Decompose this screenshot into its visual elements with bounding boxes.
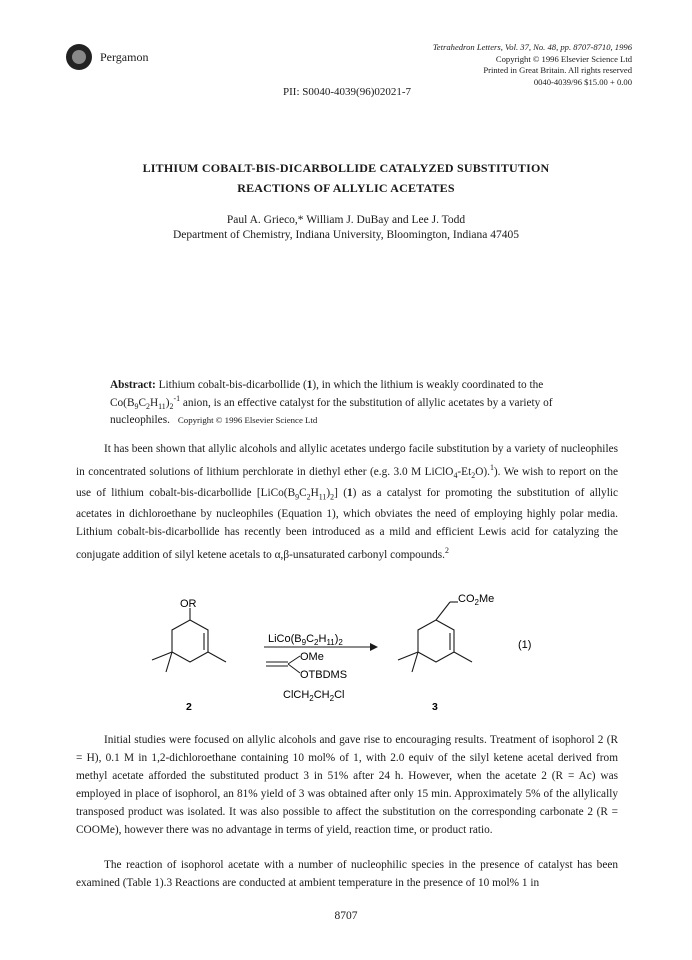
paper-title xyxy=(60,158,632,198)
para3-text: The reaction of isophorol acetate with a number of nucleophilic species in the presence of catalyst has been examined (Table 1).3 Reactions are conducted at ambient temperature in the presence of 10 mol% 1 in xyxy=(76,859,618,889)
equation-number: (1) xyxy=(518,639,532,651)
publisher-name: Pergamon xyxy=(100,50,149,64)
paragraph-reaction-scope xyxy=(76,857,618,893)
compound-number-2: 2 xyxy=(186,701,192,713)
or-label: OR xyxy=(180,598,197,610)
abstract-copyright: Copyright © 1996 Elsevier Science Ltd xyxy=(177,414,318,425)
reaction-arrow-head xyxy=(370,643,378,651)
affiliation: Department of Chemistry, Indiana University, Bloomington, Indiana 47405 xyxy=(173,229,519,241)
reagent-catalyst: $LiCo(B_9C_2H_{11})_2$ xyxy=(268,633,343,647)
para1-part-b: ). We wish to report on the use of lithium cobalt-bis-dicarbollide [LiCo(B xyxy=(76,465,618,499)
pergamon-logo-icon xyxy=(66,44,92,70)
compound-3-structure xyxy=(398,602,472,672)
paragraph-initial-studies xyxy=(76,732,618,839)
copyright-line: Copyright © 1996 Elsevier Science Ltd xyxy=(495,53,632,64)
compound-2-structure xyxy=(152,608,226,672)
reagent-solvent: $ClCH_2CH_2Cl$ xyxy=(283,689,345,703)
para2-text: Initial studies were focused on allylic alcohols and gave rise to encouraging results. Treatment of isophorol 2 (R = H), 0.1 M in 1,2-dichloroethane containing 10 mol% of 1, with 2.0 equiv of the silyl ketene acetal derived from methyl acetate afforded the substituted product 3 in 51% after 24 h. However, when the acetate 2 (R = Ac) was employed in place of isophorol, an 81% yield of 3 was obtained after only 15 min. Approximately 5% of the allylically transposed product was isolated. It was also possible to affect the substitution on the corresponding carbonate 2 (R = COOMe), however there was no advantage in terms of yield, reaction time, or product ratio. xyxy=(76,734,618,836)
page-number: 8707 xyxy=(334,910,358,922)
authors: Paul A. Grieco,* William J. DuBay and Lee J. Todd xyxy=(226,214,466,226)
author-block xyxy=(60,213,632,243)
abstract-text-b: ), in which the lithium is weakly coordinated to the Co(B xyxy=(110,379,544,410)
reagent-ome: OMe xyxy=(300,651,324,663)
pii-line: PII: S0040-4039(96)02021-7 xyxy=(283,86,412,98)
printed-line: Printed in Great Britain. All rights reserved xyxy=(483,65,632,75)
equation-1-scheme xyxy=(140,580,560,720)
reagent-otbdms: OTBDMS xyxy=(300,669,348,681)
co2me-label: $CO_2Me$ xyxy=(458,593,495,607)
para1-part-a: It has been shown that allylic alcohols and allylic acetates undergo facile substitution by a variety of nucleophiles in concentrated solutions of lithium perchlorate in diethyl ether (e.g. 3.0 M LiClO xyxy=(76,443,618,478)
journal-header xyxy=(332,42,632,88)
paragraph-intro: It has been shown that allylic alcohols and allylic acetates undergo facile substitution by a variety of nucleophiles in concentrated solutions of lithium perchlorate in diethyl ether (e.g. 3.0 M $LiClO_4-Et_2O).^1$). We wish to report on the use of lithium cobalt-bis-dicarbollide $[LiCo(B_9C_2H_{11})_2]$ (1) as a catalyst for promoting the substitution of allylic acetates in dichloroethane by nucleophiles (Equation 1), which obviates the need of employing highly polar media. Lithium cobalt-bis-dicarbollide has recently been introduced as a mild and efficient Lewis acid for catalyzing the conjugate addition of silyl ketene acetals to α,β-unsaturated carbonyl compounds.$^2$ xyxy=(76,443,618,561)
journal-citation: Tetrahedron Letters, Vol. 37, No. 48, pp. 8707-8710, 1996 xyxy=(432,42,632,52)
issn-line: 0040-4039/96 $15.00 + 0.00 xyxy=(533,76,632,87)
abstract-text-a: Lithium cobalt-bis-dicarbollide ( xyxy=(158,379,307,391)
abstract-label: Abstract: xyxy=(110,379,156,391)
abstract-text-c: anion, is an effective catalyst for the substitution of allylic acetates by a variety of nucleophiles. xyxy=(110,397,553,426)
title-line-1: LITHIUM COBALT-BIS-DICARBOLLIDE CATALYZED SUBSTITUTION xyxy=(142,161,550,175)
para1-part-c: as a catalyst for promoting the substitution of allylic acetates in dichloroethane by nucleophiles (Equation 1), which obviates the need of employing highly polar media. Lithium cobalt-bis-dicarbollide has recently been introduced as a mild and efficient Lewis acid for catalyzing the conjugate addition of silyl ketene acetals to α,β-unsaturated carbonyl compounds. xyxy=(76,486,618,561)
compound-number-3: 3 xyxy=(432,701,438,713)
title-line-2: REACTIONS OF ALLYLIC ACETATES xyxy=(237,181,455,195)
abstract-ref-1: 1 xyxy=(306,379,313,391)
abstract: Abstract: Lithium cobalt-bis-dicarbollide (1), in which the lithium is weakly coordinated to the $Co(B_9C_2H_{11})_2^{-1}$ anion, is an effective catalyst for the substitution of allylic acetates by a variety of nucleophiles. Copyright © 1996 Elsevier Science Ltd xyxy=(110,379,553,426)
